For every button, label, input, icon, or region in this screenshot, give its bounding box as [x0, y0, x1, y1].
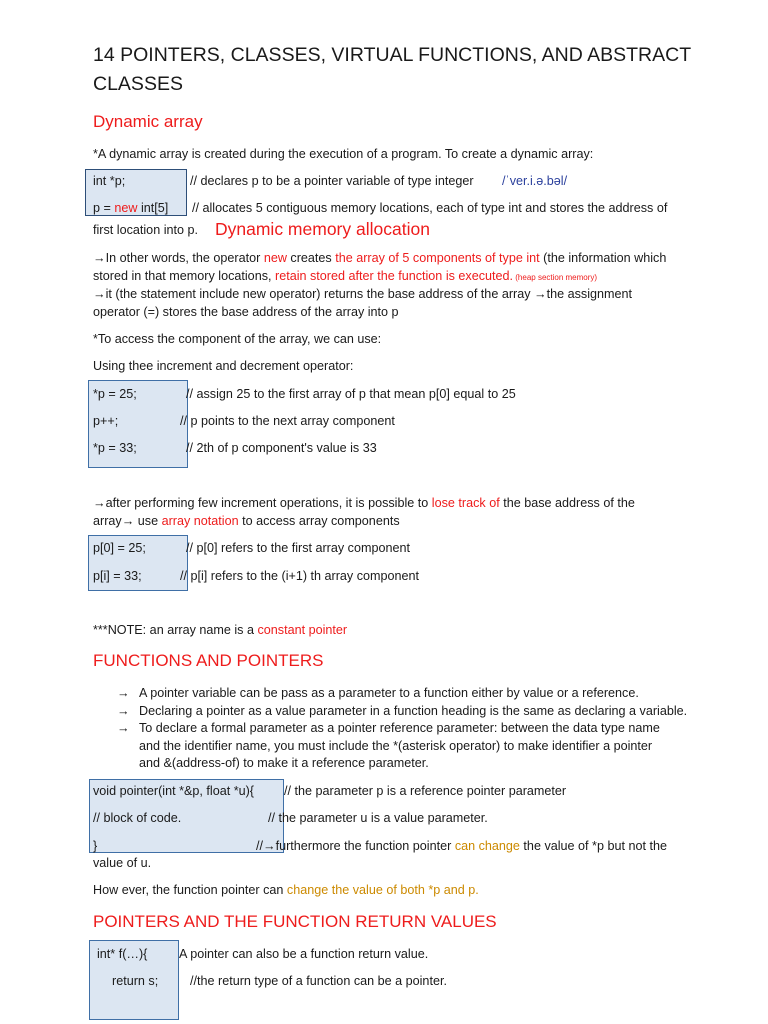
code-line: return s;: [112, 974, 159, 988]
code-comment: // declares p to be a pointer variable of type integer: [190, 174, 474, 188]
code-line: p[i] = 33;: [93, 569, 142, 583]
arrow-icon: →: [93, 251, 106, 265]
text: furthermore the function pointer: [275, 839, 455, 853]
text-red: new: [263, 251, 287, 265]
code-line: }: [93, 839, 98, 853]
bullet-item: [117, 685, 639, 702]
bullet-item: [117, 703, 687, 720]
text: use: [134, 514, 162, 528]
dynamic-memory-allocation-label: Dynamic memory allocation: [215, 219, 430, 239]
dyn-intro: *A dynamic array is created during the execution of a program. To create a dynamic array:: [93, 147, 594, 161]
code-comment: // assign 25 to the first array of p that mean p[0] equal to 25: [186, 387, 516, 401]
text: In other words, the operator: [105, 251, 264, 265]
keyword-new: new: [114, 201, 138, 215]
code-line: int *p;: [93, 174, 126, 188]
note-line: [93, 622, 347, 639]
text: How ever, the function pointer can: [93, 883, 287, 897]
bullet-continuation: and &(address-of) to make it a reference parameter.: [139, 756, 429, 770]
title-line-2: CLASSES: [93, 73, 183, 96]
code-line: p++;: [93, 414, 119, 428]
heading-dynamic-array: Dynamic array: [93, 112, 203, 131]
bullet-text: Declaring a pointer as a value parameter in a function heading is the same as declaring a variable.: [139, 704, 688, 718]
text-red: lose track of: [431, 496, 500, 510]
text: //: [256, 839, 263, 853]
text: array: [93, 514, 122, 528]
comment-continuation: value of u.: [93, 856, 152, 870]
code-comment: // p[0] refers to the first array component: [186, 541, 410, 555]
code-text: p =: [93, 201, 115, 215]
text-orange: change the value of both *p and p.: [286, 883, 479, 897]
arrow-bullet-icon: →: [117, 704, 130, 718]
text-red: array notation: [161, 514, 239, 528]
code-line: void pointer(int *&p, float *u){: [93, 784, 255, 798]
paragraph-line: [93, 250, 666, 267]
code-comment: // allocates 5 contiguous memory locations, each of type int and stores the address of: [192, 201, 668, 215]
title-line-1: 14 POINTERS, CLASSES, VIRTUAL FUNCTIONS, AND ABSTRACT: [93, 44, 692, 66]
code-comment: // the parameter p is a reference pointer parameter: [284, 784, 567, 798]
arrow-icon: →: [263, 839, 276, 853]
paragraph-line: [93, 286, 632, 303]
comment-continuation: first location into p.: [93, 223, 198, 237]
code-comment: A pointer can also be a function return value.: [179, 947, 429, 961]
code-comment: //the return type of a function can be a pointer.: [190, 974, 447, 988]
code-comment: // 2th of p component's value is 33: [186, 441, 377, 455]
page-title: [93, 41, 691, 100]
phonetic-note: /ˈver.i.ə.bəl/: [502, 174, 568, 188]
arrow-bullet-icon: →: [117, 721, 130, 735]
code-comment: // p points to the next array component: [180, 414, 395, 428]
arrow-icon: →: [93, 287, 106, 301]
text: creates: [286, 251, 336, 265]
bullet-text: A pointer variable can be pass as a parameter to a function either by value or a reference.: [139, 686, 639, 700]
bullet-continuation: and the identifier name, you must include the *(asterisk operator) to make identifier a pointer: [139, 739, 653, 753]
text: the base address of the: [499, 496, 635, 510]
bullet-text: To declare a formal parameter as a pointer reference parameter: between the data type name: [139, 721, 660, 735]
text: to access array components: [238, 514, 400, 528]
code-comment: // p[i] refers to the (i+1) th array component: [180, 569, 420, 583]
bullet-item: [117, 720, 660, 737]
code-text: int[5]: [137, 201, 169, 215]
paragraph-line: [93, 268, 597, 285]
access-line: *To access the component of the array, we can use:: [93, 332, 382, 346]
text-tiny-red: (heap section memory): [513, 273, 598, 282]
code-line: *p = 25;: [93, 387, 137, 401]
code-line: // block of code.: [93, 811, 182, 825]
using-line: Using thee increment and decrement operator:: [93, 359, 354, 373]
heading-function-return-values: POINTERS AND THE FUNCTION RETURN VALUES: [93, 912, 497, 931]
text-red: the array of 5 components of type int: [335, 251, 540, 265]
code-comment: [256, 838, 667, 855]
code-line: int* f(…){: [97, 947, 148, 961]
arrow-bullet-icon: →: [117, 686, 130, 700]
text: the assignment: [546, 287, 633, 301]
code-comment: // the parameter u is a value parameter.: [268, 811, 488, 825]
text: the value of *p but not the: [519, 839, 667, 853]
text: (the information which: [539, 251, 667, 265]
text-red: retain stored after the function is executed.: [275, 269, 514, 283]
text: after performing few increment operations, it is possible to: [105, 496, 432, 510]
paragraph-line: [93, 495, 635, 512]
paragraph-line: operator (=) stores the base address of the array into p: [93, 305, 399, 319]
text-red: constant pointer: [257, 623, 348, 637]
however-line: [93, 882, 479, 899]
heading-functions-and-pointers: FUNCTIONS AND POINTERS: [93, 651, 324, 670]
code-line: p[0] = 25;: [93, 541, 146, 555]
code-line: *p = 33;: [93, 441, 137, 455]
text: ***NOTE: an array name is a: [93, 623, 258, 637]
code-line: [93, 200, 168, 217]
arrow-icon: →: [534, 287, 547, 301]
arrow-icon: →: [93, 496, 106, 510]
text-orange: can change: [454, 839, 520, 853]
paragraph-line: [93, 513, 400, 530]
arrow-icon: →: [121, 514, 135, 528]
text: it (the statement include new operator) returns the base address of the array: [105, 287, 535, 301]
text: stored in that memory locations,: [93, 269, 275, 283]
